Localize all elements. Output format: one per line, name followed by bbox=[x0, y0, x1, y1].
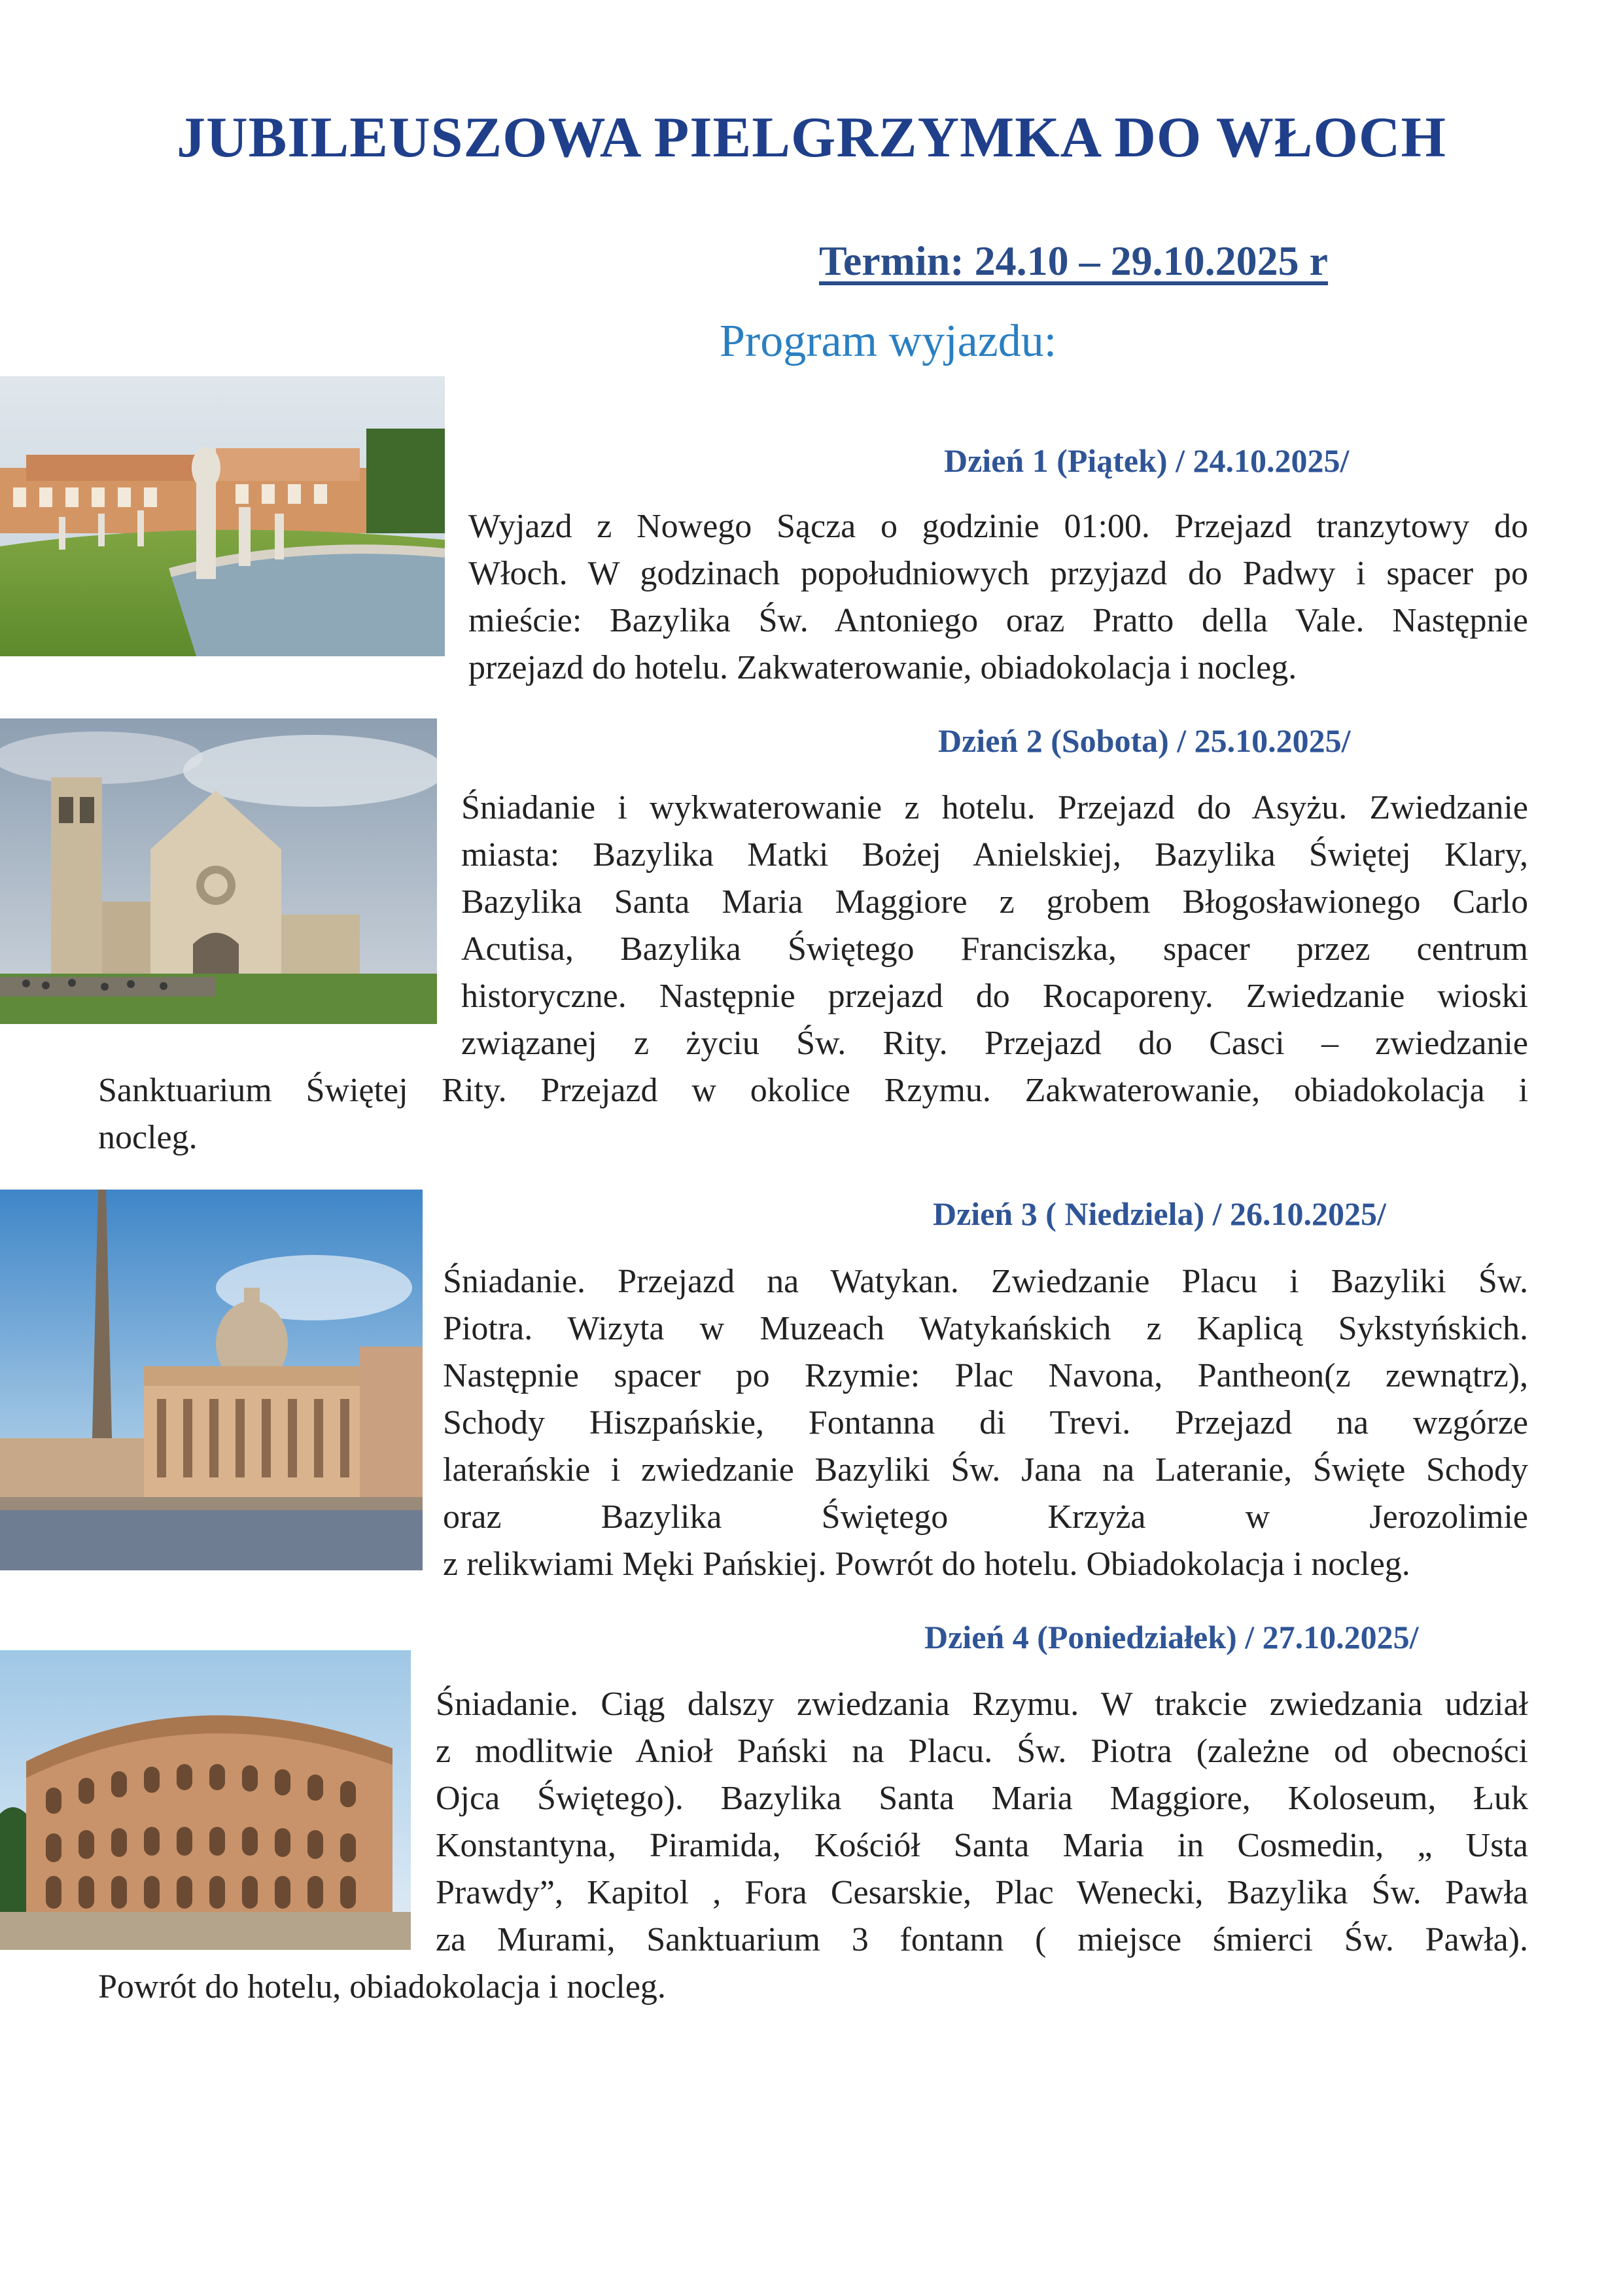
day-3-line: Schody Hiszpańskie, Fontanna di Trevi. Przejazd na wzgórze bbox=[443, 1404, 1528, 1441]
day-3-line: oraz Bazylika Świętego Krzyża w Jerozolimie bbox=[443, 1498, 1528, 1536]
day-1-line: przejazd do hotelu. Zakwaterowanie, obiadokolacja i nocleg. bbox=[468, 649, 1297, 686]
day-3-line: Śniadanie. Przejazd na Watykan. Zwiedzanie Placu i Bazyliki Św. bbox=[443, 1263, 1528, 1300]
day-heading-3: Dzień 3 ( Niedziela) / 26.10.2025/ bbox=[933, 1195, 1386, 1232]
day-2-line: Śniadanie i wykwaterowanie z hotelu. Przejazd do Asyżu. Zwiedzanie bbox=[461, 789, 1528, 826]
day-1-line: mieście: Bazylika Św. Antoniego oraz Pratto della Vale. Następnie bbox=[468, 602, 1528, 639]
day-1-line: Wyjazd z Nowego Sącza o godzinie 01:00. Przejazd tranzytowy do bbox=[468, 508, 1528, 545]
day-2-line: nocleg. bbox=[98, 1119, 198, 1156]
day-2-line: związanej z życiu Św. Rity. Przejazd do Casci – zwiedzanie bbox=[461, 1025, 1528, 1062]
day-4-line: Śniadanie. Ciąg dalszy zwiedzania Rzymu. W trakcie zwiedzania udział bbox=[436, 1686, 1528, 1723]
day-2-line: Sanktuarium Świętej Rity. Przejazd w okolice Rzymu. Zakwaterowanie, obiadokolacja i bbox=[98, 1072, 1528, 1109]
day-heading-2: Dzień 2 (Sobota) / 25.10.2025/ bbox=[938, 722, 1351, 759]
photo-vatican bbox=[0, 1190, 423, 1570]
trip-dates: Termin: 24.10 – 29.10.2025 r bbox=[819, 238, 1329, 284]
day-2-line: miasta: Bazylika Matki Bożej Anielskiej, Bazylika Świętej Klary, bbox=[461, 836, 1528, 874]
day-2-line: Acutisa, Bazylika Świętego Franciszka, spacer przez centrum bbox=[461, 930, 1528, 968]
photo-padova bbox=[0, 376, 445, 656]
photo-assisi bbox=[0, 718, 437, 1024]
day-4-line: Prawdy”, Kapitol , Fora Cesarskie, Plac Wenecki, Bazylika Św. Pawła bbox=[436, 1874, 1528, 1911]
day-3-line: Następnie spacer po Rzymie: Plac Navona, Pantheon(z zewnątrz), bbox=[443, 1357, 1528, 1394]
day-4-line: Powrót do hotelu, obiadokolacja i nocleg. bbox=[98, 1968, 666, 2005]
day-4-line: Konstantyna, Piramida, Kościół Santa Maria in Cosmedin, „ Usta bbox=[436, 1827, 1528, 1864]
day-1-line: Włoch. W godzinach popołudniowych przyjazd do Padwy i spacer po bbox=[468, 555, 1528, 592]
day-3-line: z relikwiami Męki Pańskiej. Powrót do hotelu. Obiadokolacja i nocleg. bbox=[443, 1545, 1410, 1583]
day-4-line: Ojca Świętego). Bazylika Santa Maria Maggiore, Koloseum, Łuk bbox=[436, 1780, 1528, 1817]
day-3-line: laterańskie i zwiedzanie Bazyliki Św. Jana na Lateranie, Święte Schody bbox=[443, 1451, 1528, 1489]
photo-colosseum bbox=[0, 1650, 411, 1950]
day-heading-1: Dzień 1 (Piątek) / 24.10.2025/ bbox=[944, 442, 1350, 479]
day-3-line: Piotra. Wizyta w Muzeach Watykańskich z Kaplicą Sykstyńskich. bbox=[443, 1310, 1528, 1347]
day-2-line: Bazylika Santa Maria Maggiore z grobem Błogosławionego Carlo bbox=[461, 883, 1528, 921]
day-heading-4: Dzień 4 (Poniedziałek) / 27.10.2025/ bbox=[924, 1619, 1419, 1655]
day-2-line: historyczne. Następnie przejazd do Rocaporeny. Zwiedzanie wioski bbox=[461, 978, 1528, 1015]
program-heading: Program wyjazdu: bbox=[720, 316, 1057, 366]
page-title: JUBILEUSZOWA PIELGRZYMKA DO WŁOCH bbox=[177, 106, 1446, 169]
day-4-line: za Murami, Sanktuarium 3 fontann ( miejsce śmierci Św. Pawła). bbox=[436, 1921, 1528, 1958]
day-4-line: z modlitwie Anioł Pański na Placu. Św. Piotra (zależne od obecności bbox=[436, 1733, 1528, 1770]
